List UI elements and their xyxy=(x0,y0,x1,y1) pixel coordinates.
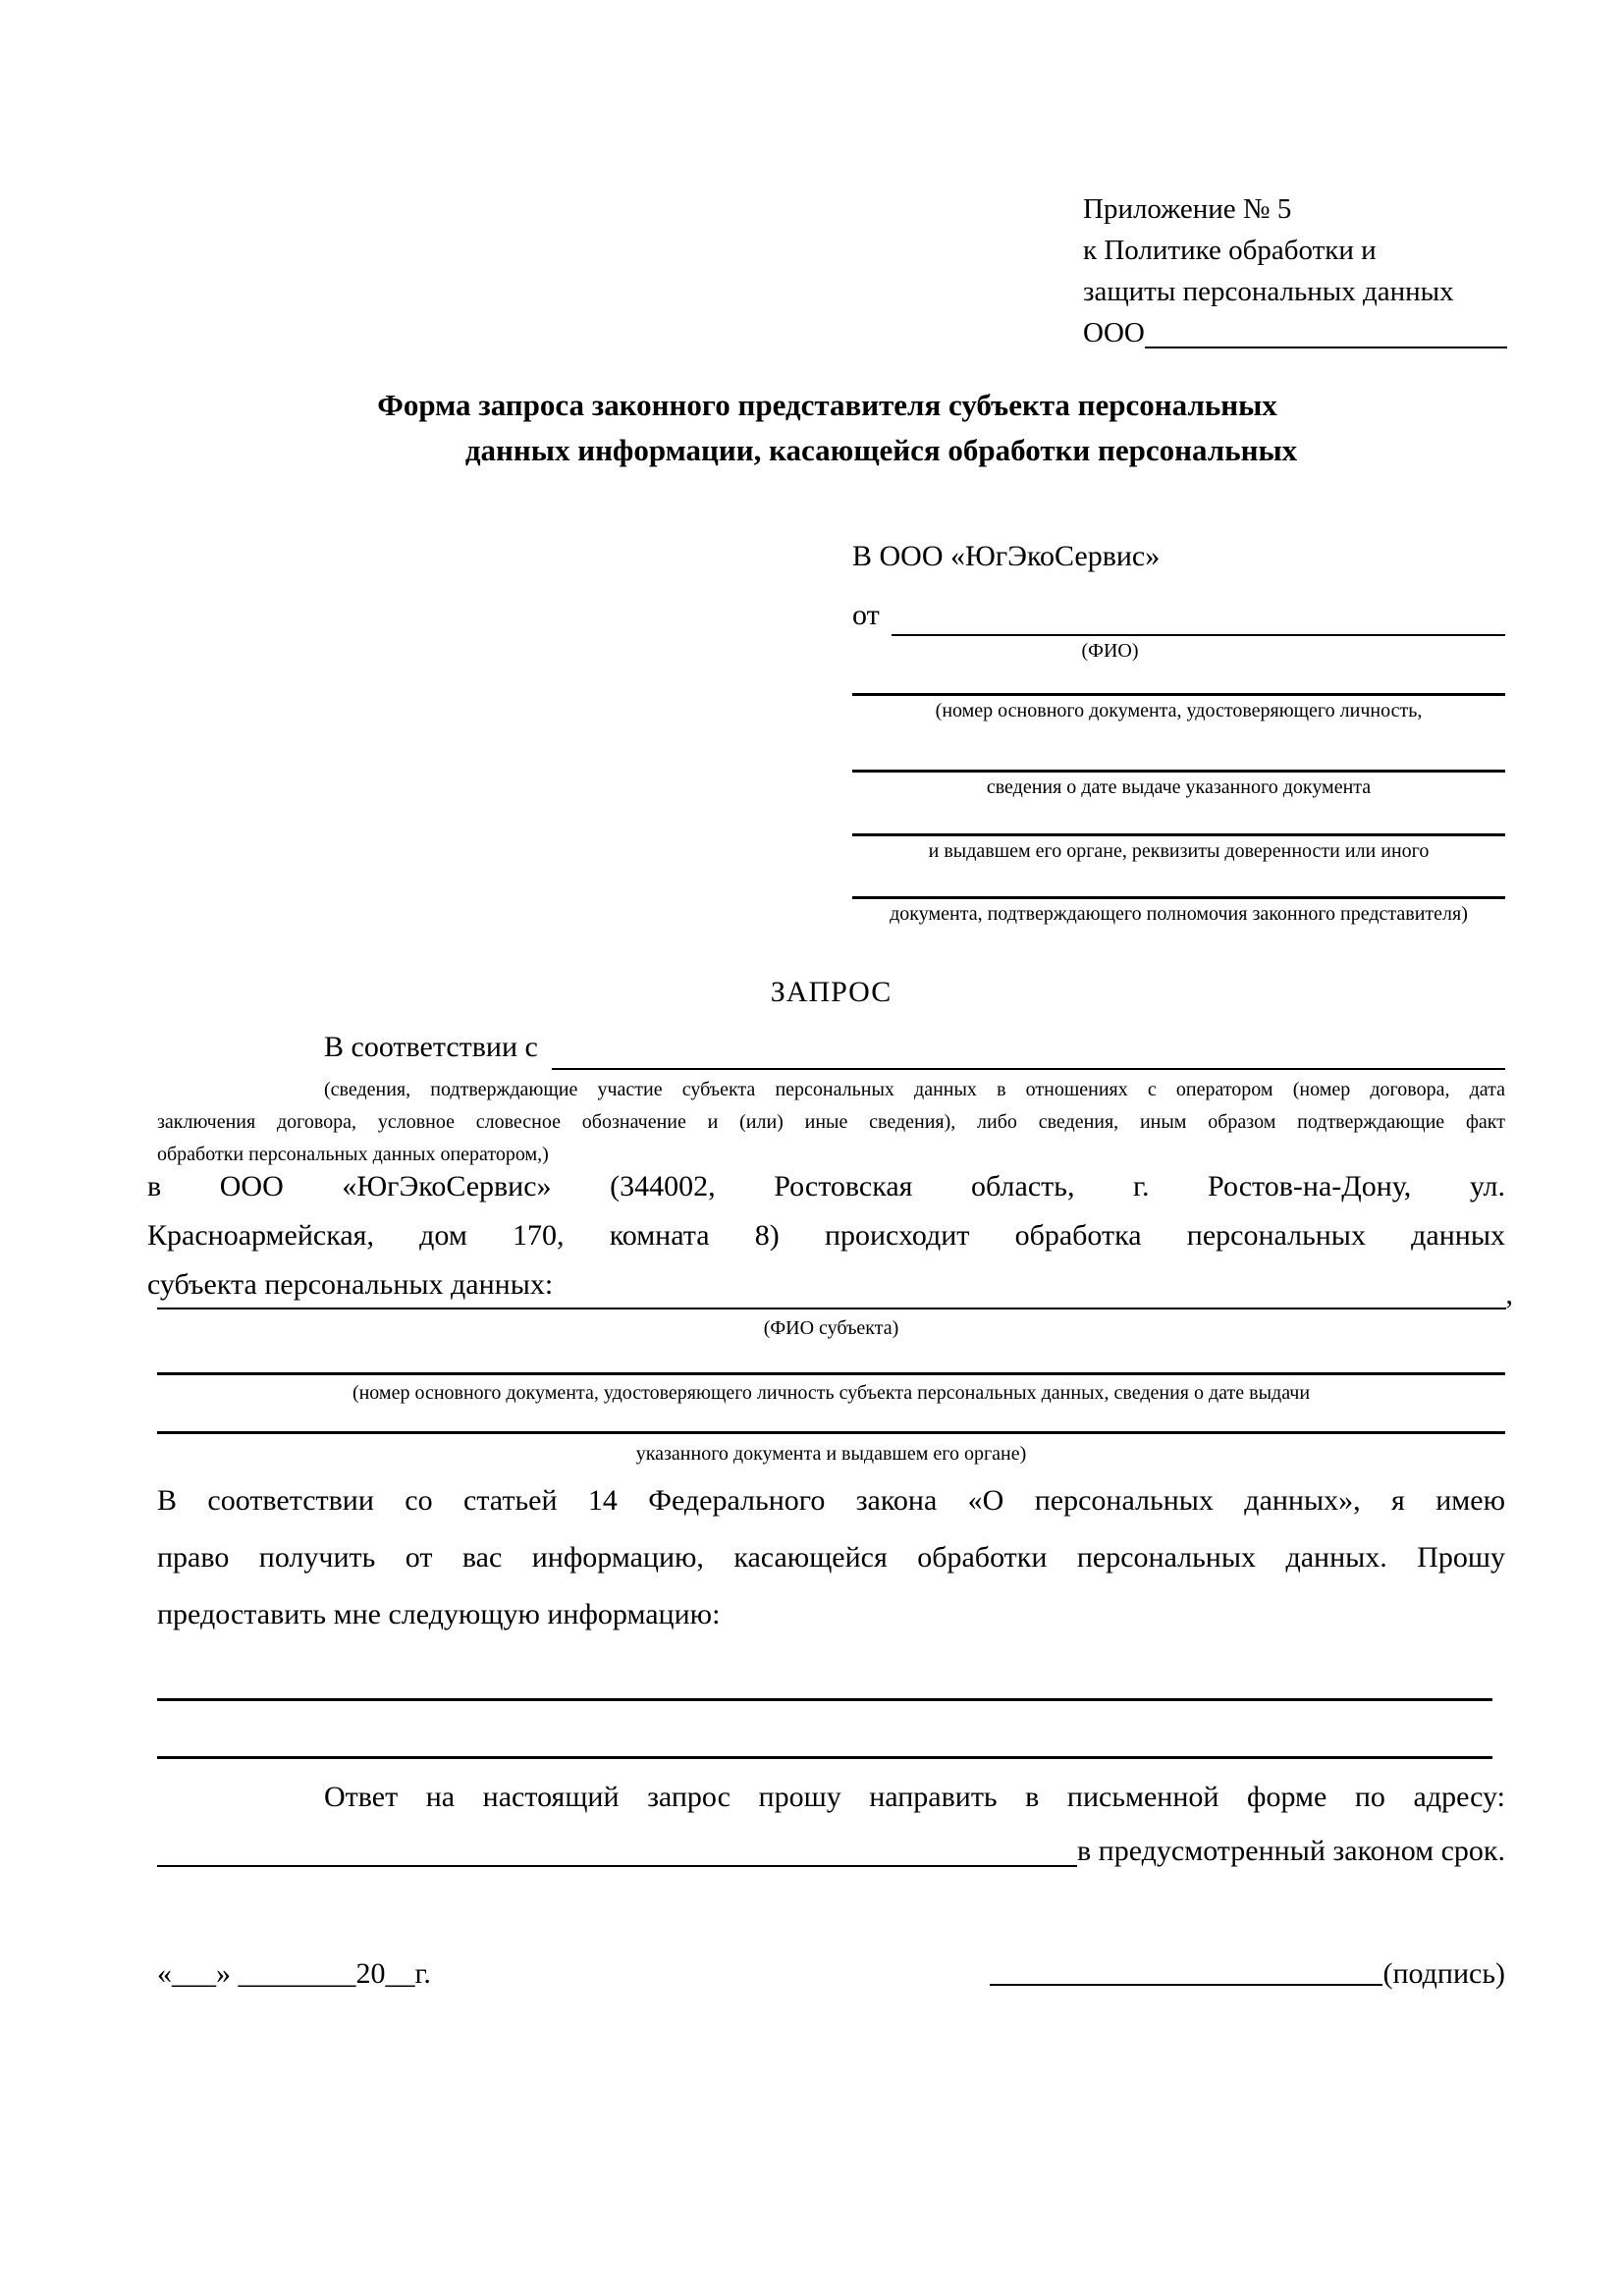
subject-doc-field[interactable] xyxy=(157,1372,1505,1375)
subject-fio-caption: (ФИО субъекта) xyxy=(763,1317,899,1339)
basis-prefix: В соответствии с xyxy=(324,1031,538,1063)
form-title-line: данных информации, касающейся обработки персональных xyxy=(464,433,1298,467)
operator-line: в ООО «ЮгЭкоСервис» (344002, Ростовская область, г. Ростов-на-Дону, ул. xyxy=(147,1170,1505,1202)
from-fio-field[interactable] xyxy=(892,597,1505,636)
reply-suffix: в предусмотренный законом срок. xyxy=(1077,1835,1505,1867)
law-line: предоставить мне следующую информацию: xyxy=(157,1598,721,1630)
doc-info-field[interactable] xyxy=(852,896,1505,899)
from-row xyxy=(852,597,1505,636)
ooo-blank-field[interactable] xyxy=(1145,312,1507,348)
subject-fio-field[interactable] xyxy=(157,1308,1506,1309)
fio-caption: (ФИО) xyxy=(1081,640,1139,662)
operator-line: субъекта персональных данных: xyxy=(147,1268,554,1301)
law-line: право получить от вас информацию, касающейся обработки персональных данных. Прошу xyxy=(157,1541,1505,1574)
ooo-prefix: ООО xyxy=(1083,317,1145,348)
subject-doc-caption: (номер основного документа, удостоверяющего личность субъекта персональных данных, сведения о дате выдачи xyxy=(352,1382,1311,1404)
annex-line: защиты персональных данных xyxy=(1083,276,1454,307)
subject-doc-caption: указанного документа и выдавшем его органе) xyxy=(635,1443,1027,1465)
signature-field[interactable] xyxy=(990,1954,1382,1986)
fine-print-line: (сведения, подтверждающие участие субъекта персональных данных в отношениях с оператором (номер договора, дата xyxy=(324,1079,1505,1100)
subject-doc-field[interactable] xyxy=(157,1431,1505,1434)
fine-print-line: обработки персональных данных оператором,) xyxy=(157,1144,549,1165)
from-label: от xyxy=(852,599,880,631)
doc-info-caption: (номер основного документа, удостоверяющего личность, xyxy=(935,700,1423,721)
reply-paragraph: Ответ на настоящий запрос прошу направить в письменной форме по адресу: xyxy=(324,1781,1505,1813)
signature-caption: (подпись) xyxy=(1382,1957,1505,1990)
reply-address-row xyxy=(157,1832,1505,1867)
annex-ooo-line xyxy=(1083,312,1507,353)
reply-address-field[interactable] xyxy=(157,1865,1077,1867)
form-title xyxy=(147,383,1507,473)
doc-info-field[interactable] xyxy=(852,770,1505,773)
doc-info-caption: и выдавшем его органе, реквизиты доверенности или иного xyxy=(928,840,1430,862)
law-paragraph xyxy=(157,1472,1505,1643)
fine-print-line: заключения договора, условное словесное обозначение и (или) иные сведения), либо сведения, иным образом подтверждающие факт xyxy=(157,1111,1505,1133)
addressee-to: В ООО «ЮгЭкоСервис» xyxy=(852,540,1161,572)
law-line: В соответствии со статьей 14 Федерального закона «О персональных данных», я имею xyxy=(157,1484,1505,1517)
annex-note xyxy=(1083,188,1507,353)
paragraph-indent xyxy=(157,1031,324,1070)
basis-row xyxy=(157,1031,1505,1070)
subject-fio-row xyxy=(157,1276,1513,1309)
trailing-comma: , xyxy=(1505,1278,1513,1310)
doc-info-caption: документа, подтверждающего полномочия законного представителя) xyxy=(890,903,1468,925)
request-heading: ЗАПРОС xyxy=(770,976,893,1008)
annex-line: к Политике обработки и xyxy=(1083,235,1377,266)
annex-line: Приложение № 5 xyxy=(1083,193,1292,225)
doc-info-caption: сведения о дате выдаче указанного документа xyxy=(986,776,1372,798)
info-blank-field[interactable] xyxy=(157,1698,1492,1701)
doc-info-field[interactable] xyxy=(852,693,1505,696)
form-title-line: Форма запроса законного представителя субъекта персональных xyxy=(377,388,1277,422)
fine-print xyxy=(157,1074,1505,1171)
basis-field[interactable] xyxy=(552,1031,1505,1070)
operator-line: Красноармейская, дом 170, комната 8) происходит обработка персональных данных xyxy=(147,1219,1505,1252)
signature-block xyxy=(990,1954,1505,1991)
doc-info-field[interactable] xyxy=(852,833,1505,836)
date-field[interactable]: «___» ________20__г. xyxy=(157,1957,431,1990)
addressee-block xyxy=(852,538,1505,927)
footer-row xyxy=(157,1951,1505,1991)
info-blank-field[interactable] xyxy=(157,1756,1492,1759)
